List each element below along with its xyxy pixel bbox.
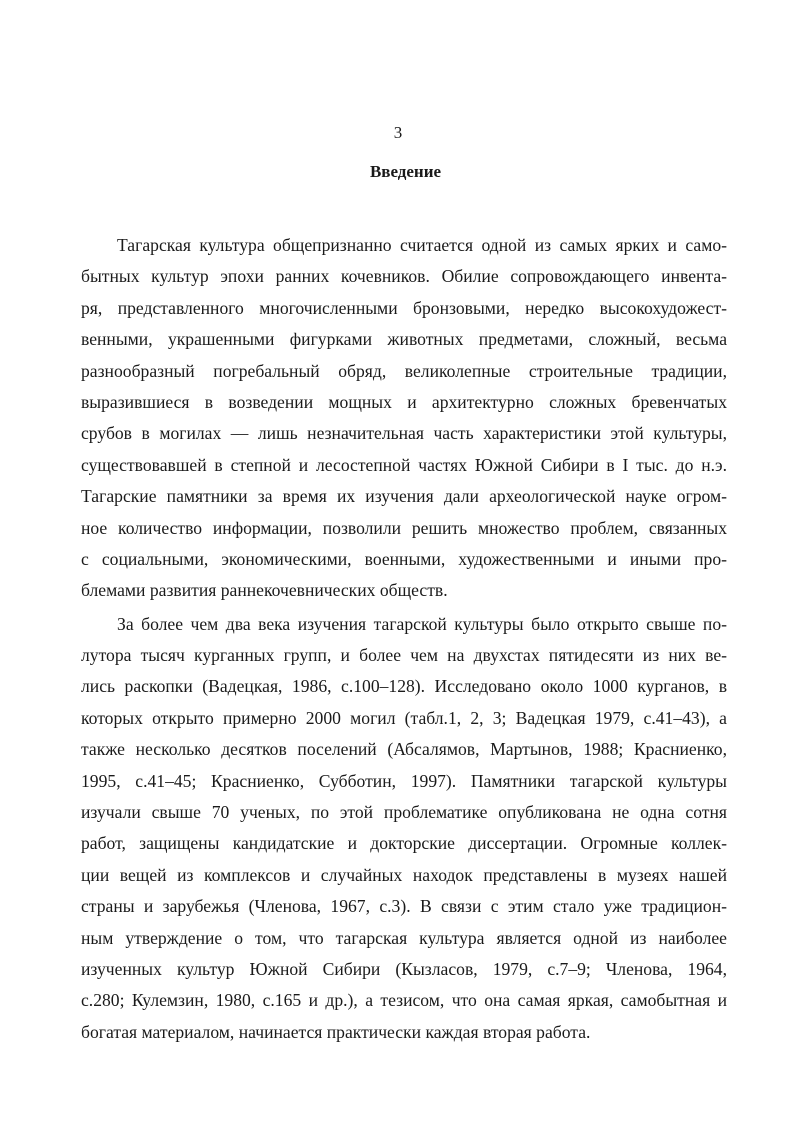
text-line: которых открыто примерно 2000 могил (табл.1, 2, 3; Вадецкая 1979, с.41–43), а	[81, 707, 727, 728]
text-line: разнообразный погребальный обряд, великолепные строительные традиции,	[81, 360, 727, 381]
text-line: выразившиеся в возведении мощных и архитектурно сложных бревенчатых	[81, 391, 727, 412]
text-line: блемами развития раннекочевнических обществ.	[81, 580, 448, 601]
text-line: ное количество информации, позволили решить множество проблем, связанных	[81, 517, 727, 538]
text-line: богатая материалом, начинается практически каждая вторая работа.	[81, 1021, 591, 1042]
page-number: 3	[393, 123, 403, 142]
paragraph-2	[81, 609, 727, 1048]
text-line: существовавшей в степной и лесостепной частях Южной Сибири в I тыс. до н.э.	[81, 454, 727, 475]
text-line: Тагарская культура общепризнанно считается одной из самых ярких и само-	[117, 235, 727, 255]
text-line: изученных культур Южной Сибири (Кызласов, 1979, с.7–9; Членова, 1964,	[81, 958, 727, 979]
text-line: страны и зарубежья (Членова, 1967, с.3). В связи с этим стало уже традицион-	[81, 896, 727, 917]
text-line: с.280; Кулемзин, 1980, с.165 и др.), а тезисом, что она самая яркая, самобытная и	[81, 990, 727, 1011]
text-line: лутора тысяч курганных групп, и более чем на двухстах пятидесяти из них ве-	[81, 645, 727, 666]
text-line: ря, представленного многочисленными бронзовыми, нередко высокохудожест-	[81, 297, 727, 318]
text-line: венными, украшенными фигурками животных предметами, сложный, весьма	[81, 329, 727, 350]
text-line: Тагарские памятники за время их изучения дали археологической науке огром-	[81, 486, 727, 507]
text-line: лись раскопки (Вадецкая, 1986, с.100–128). Исследовано около 1000 курганов, в	[81, 676, 727, 697]
text-line: также несколько десятков поселений (Абсалямов, Мартынов, 1988; Красниенко,	[81, 739, 727, 760]
body-text	[81, 230, 727, 1048]
text-line: бытных культур эпохи ранних кочевников. Обилие сопровождающего инвента-	[81, 266, 727, 287]
text-line: изучали свыше 70 ученых, по этой проблематике опубликована не одна сотня	[81, 802, 727, 823]
text-line: За более чем два века изучения тагарской культуры было открыто свыше по-	[117, 613, 727, 634]
paragraph-1	[81, 230, 727, 607]
text-line: ции вещей из комплексов и случайных находок представлены в музеях нашей	[81, 864, 727, 885]
text-line: с социальными, экономическими, военными, художественными и иными про-	[81, 548, 727, 569]
page-title: Введение	[369, 162, 442, 181]
text-line: 1995, с.41–45; Красниенко, Субботин, 1997). Памятники тагарской культуры	[81, 770, 727, 791]
text-line: работ, защищены кандидатские и докторские диссертации. Огромные коллек-	[81, 833, 727, 854]
text-line: ным утверждение о том, что тагарская культура является одной из наиболее	[81, 927, 727, 948]
text-line: срубов в могилах — лишь незначительная часть характеристики этой культуры,	[81, 423, 727, 444]
